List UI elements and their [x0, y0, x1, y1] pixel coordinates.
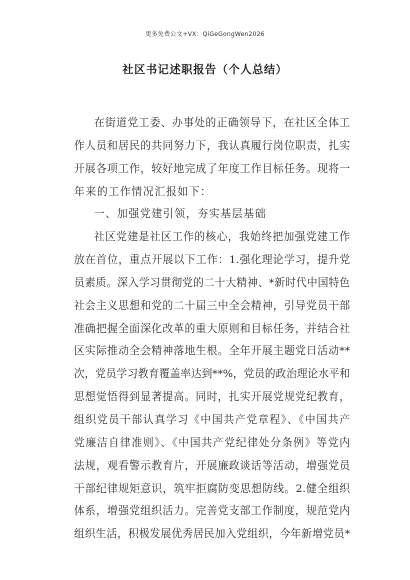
body-line: 年来的工作情况汇报如下： [74, 185, 212, 198]
body-line: 放在首位，重点开展以下工作：1.强化理论学习，提升党 [74, 254, 350, 267]
body-line: 开展各项工作，较好地完成了年度工作目标任务。现将一 [74, 162, 350, 175]
header-note: 更多免费公文+VX：QiGeGongWen2026 [145, 31, 265, 38]
body-line: 思想觉悟得到显著提高。同时，扎实开展党规党纪教育， [74, 391, 350, 404]
document-body [74, 112, 350, 546]
body-line: 在街道党工委、办事处的正确领导下，在社区全体工 [94, 117, 350, 129]
body-line: 法规，观看警示教育片，开展廉政谈话等活动，增强党员 [74, 459, 350, 472]
document-title: 社区书记述职报告（个人总结） [122, 63, 288, 76]
body-line: 员素质。深入学习贯彻党的二十大精神、*新时代中国特色 [74, 276, 350, 289]
body-line: 准确把握全面深化改革的重大原则和目标任务，并结合社 [74, 322, 350, 335]
body-line: 体系，增强党组织活力。完善党支部工作制度，规范党内 [74, 505, 350, 518]
body-line: 党廉洁自律准则》、《中国共产党纪律处分条例》等党内 [74, 436, 350, 449]
body-line: 组织生活，积极发展优秀居民加入党组织，今年新增党员* [74, 528, 350, 541]
body-line: 作人员和居民的共同努力下，我认真履行岗位职责，扎实 [74, 139, 350, 152]
body-line: 社区党建是社区工作的核心，我始终把加强党建工作 [94, 231, 350, 244]
section-heading: 一、加强党建引领，夯实基层基础 [94, 208, 267, 221]
body-line: 干部纪律规矩意识，筑牢拒腐防变思想防线。2.健全组织 [74, 482, 350, 495]
body-line: 组织党员干部认真学习《中国共产党章程》、《中国共产 [74, 413, 350, 426]
body-line: 区实际推动全会精神落地生根。全年开展主题党日活动** [74, 345, 350, 358]
body-line: 次，党员学习教育覆盖率达到**%，党员的政治理论水平和 [74, 368, 350, 381]
body-line: 社会主义思想和党的二十届三中全会精神，引导党员干部 [74, 299, 350, 312]
